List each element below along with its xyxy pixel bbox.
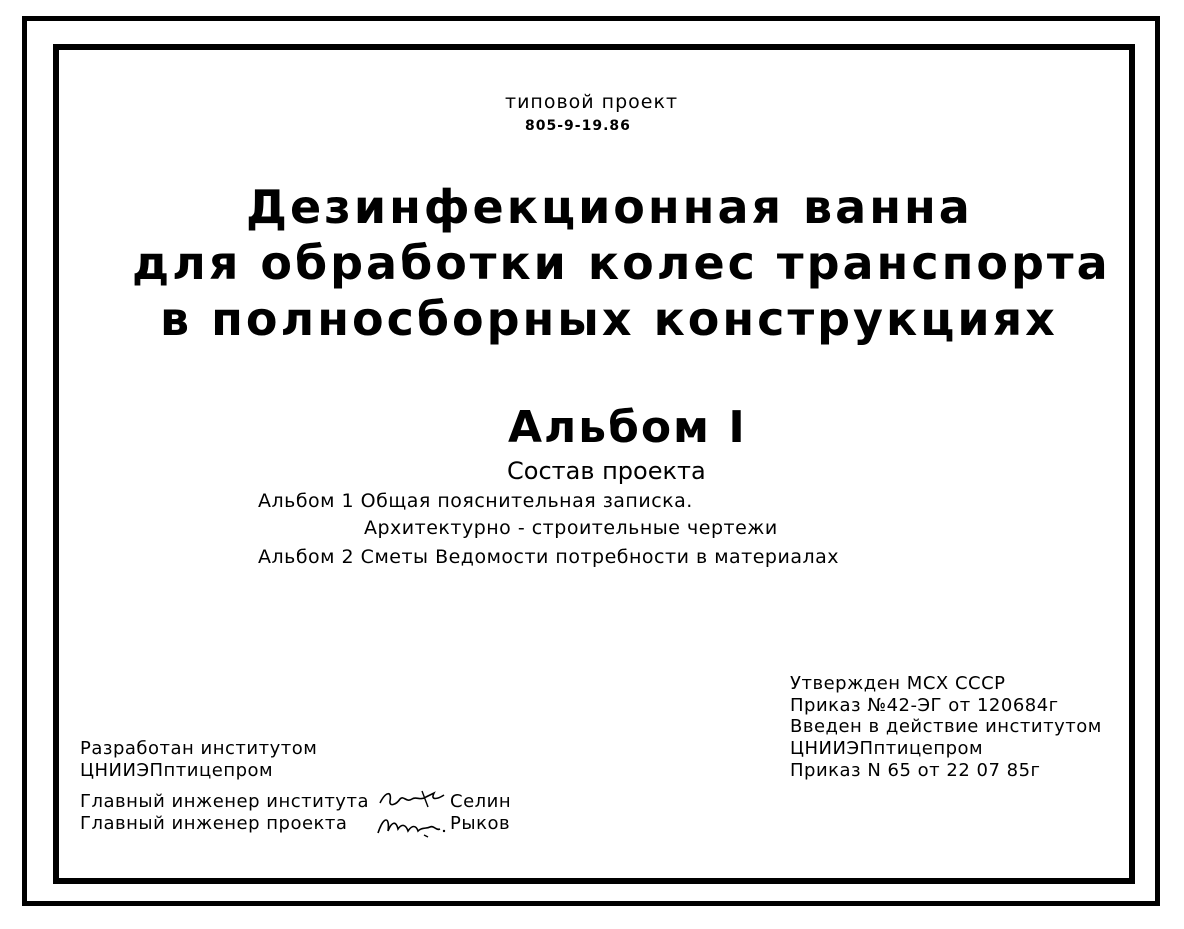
approval-line: Утвержден МСХ СССР (790, 673, 1006, 694)
title-line-1: Дезинфекционная ванна (246, 180, 973, 234)
approval-line: Приказ №42-ЭГ от 120684г (790, 695, 1059, 716)
developer-label: Разработан институтом (80, 738, 318, 759)
chief-engineer-institute-name: Селин (450, 791, 512, 812)
album-heading: Альбом I (508, 402, 747, 453)
chief-engineer-project-name: Рыков (450, 813, 511, 834)
approval-line: ЦНИИЭПптицепром (790, 738, 984, 759)
signature-rykov (374, 813, 450, 839)
album-list-item: Альбом 1 Общая пояснительная записка. (258, 490, 693, 512)
chief-engineer-institute-label: Главный инженер института (80, 791, 369, 812)
chief-engineer-project-label: Главный инженер проекта (80, 813, 348, 834)
project-number: 805-9-19.86 (525, 118, 631, 134)
approval-line: Введен в действие институтом (790, 716, 1102, 737)
title-line-3: в полносборных конструкциях (160, 292, 1058, 346)
album-list-item: Альбом 2 Сметы Ведомости потребности в материалах (258, 546, 840, 568)
signature-selin (378, 787, 448, 813)
approval-line: Приказ N 65 от 22 07 85г (790, 760, 1041, 781)
composition-label: Состав проекта (507, 457, 706, 485)
project-type: типовой проект (505, 91, 679, 113)
album-list-item: Архитектурно - строительные чертежи (364, 517, 778, 539)
title-line-2: для обработки колес транспорта (132, 236, 1111, 290)
developer-institute: ЦНИИЭПптицепром (80, 760, 274, 781)
